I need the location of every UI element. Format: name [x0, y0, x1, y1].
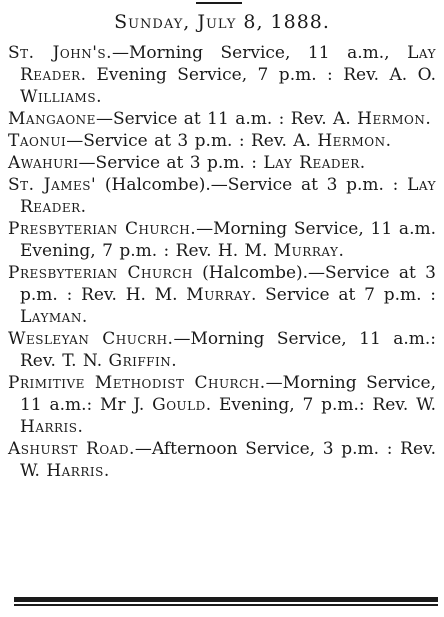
entry-end: .: [96, 87, 102, 107]
date-heading: Sunday, July 8, 1888.: [114, 11, 330, 33]
bottom-rule-thin: [14, 604, 438, 606]
service-text: (Halcombe).—Service at 3 p.m. : Rev. H. M.: [20, 263, 436, 305]
service-text: —Service at 3 p.m. : Rev. A.: [66, 131, 318, 151]
church-name: Presbyterian Church: [8, 263, 193, 283]
entry-end: .: [77, 417, 83, 437]
church-name: St. James': [8, 175, 97, 195]
list-item: [8, 218, 436, 262]
reader-name: Layman: [20, 307, 82, 327]
church-name: St. John's.: [8, 43, 113, 63]
minister-name: Lay Reader: [20, 175, 436, 217]
minister-name: Hermon: [317, 131, 386, 151]
reader-name: Lay Reader: [20, 43, 437, 85]
service-text: (Halcombe).—Service at 3 p.m. :: [96, 175, 408, 195]
church-name: Taonui: [8, 131, 67, 151]
service-text: . Evening Service, 7 p.m. : Rev. A. O.: [80, 65, 436, 85]
service-text: —Morning Service, 11 a.m. Evening, 7 p.m. : Rev. H. M.: [20, 219, 436, 261]
list-item: [8, 328, 436, 372]
reader-name: Harris: [20, 417, 78, 437]
minister-name: Lay Reader: [263, 153, 360, 173]
top-rule: [196, 2, 242, 4]
service-text: —Afternoon Service, 3 p.m. : Rev. W.: [20, 439, 436, 481]
list-item: [8, 108, 436, 130]
list-item: [8, 152, 436, 174]
service-text: —Service at 3 p.m. :: [78, 153, 264, 173]
bottom-rule-thick: [14, 597, 438, 602]
list-item: [8, 130, 436, 152]
church-name: Presbyterian Church.: [8, 219, 197, 239]
church-name: Primitive Methodist Church.: [8, 373, 266, 393]
entry-end: .: [385, 131, 391, 151]
entry-end: .: [171, 351, 177, 371]
service-text: . Service at 7 p.m. :: [250, 285, 437, 305]
service-text: —Morning Service, 11 a.m.: Mr J.: [20, 373, 437, 415]
entry-end: .: [103, 461, 110, 481]
service-list: [8, 42, 436, 482]
minister-name: Hermon: [357, 109, 426, 129]
minister-name: Gould: [152, 395, 206, 415]
list-item: [8, 42, 436, 108]
minister-name: Williams: [20, 87, 97, 107]
minister-name: Harris: [46, 461, 104, 481]
list-item: [8, 262, 436, 328]
service-text: . Evening, 7 p.m.: Rev. W.: [205, 395, 436, 415]
entry-end: .: [80, 197, 87, 217]
service-text: —Service at 11 a.m. : Rev. A.: [95, 109, 358, 129]
church-name: Mangaone: [8, 109, 96, 129]
church-name: Awahuri: [8, 153, 79, 173]
entry-end: .: [425, 109, 431, 129]
minister-name: Murray: [273, 241, 339, 261]
entry-end: .: [359, 153, 366, 173]
minister-name: Murray: [186, 285, 251, 305]
service-text: —Morning Service, 11 a.m.: Rev. T. N.: [20, 329, 436, 371]
list-item: [8, 372, 436, 438]
church-name: Wesleyan Chucrh.: [8, 329, 174, 349]
church-name: Ashurst Road.: [8, 439, 135, 459]
list-item: [8, 174, 436, 218]
entry-end: .: [338, 241, 344, 261]
minister-name: Griffin: [108, 351, 172, 371]
service-text: —Morning Service, 11 a.m.,: [112, 43, 408, 63]
list-item: [8, 438, 436, 482]
entry-end: .: [81, 307, 88, 327]
